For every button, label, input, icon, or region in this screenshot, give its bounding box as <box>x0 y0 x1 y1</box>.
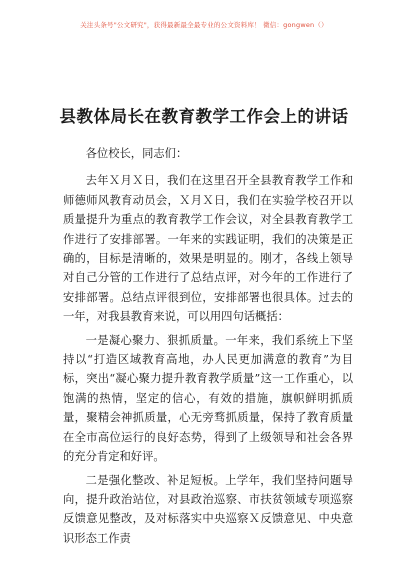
body-paragraph: 去年Ｘ月Ｘ日，我们在这里召开全县教育教学工作和师德师风教育动员会，Ｘ月Ｘ日，我们在实验学校召开以质量提升为重点的教育教学工作会议，对全县教育教学工作进行了安排部署。一年来的实践证明，我们的决策是正确的，目标是清晰的，效果是明显的。刚才，各线上领导对自己分管的工作进行了总结点评，对今年的工作进行了安排部署。总结点评很到位，安排部署也很具体。过去的一年，对我县教育来说，可以用四句话概括： <box>63 174 353 324</box>
header-note: 关注头条号"公文研究"，获得最新最全最专业的公文资料库！ 微信：gongwen（） <box>80 21 328 29</box>
document-body <box>63 144 353 552</box>
body-paragraph: 一是凝心聚力、狠抓质量。一年来，我们系统上下坚持以“打造区域教育高地，办人民更加满意的教育”为目标，突出“凝心聚力提升教育教学质量”这一工作重心，以饱满的热情，坚定的信心，有效的措施，旗帜鲜明抓质量，聚精会神抓质量，心无旁骛抓质量，保持了教育质量在全市高位运行的良好态势，得到了上级领导和社会各界的充分肯定和好评。 <box>63 333 353 464</box>
body-paragraph: 二是强化整改、补足短板。上学年，我们坚持问题导向，提升政治站位，对县政治巡察、市扶贫领域专项巡察反馈意见整改，及对标落实中央巡察Ｘ反馈意见、中央意识形态工作责 <box>63 473 353 545</box>
greeting-paragraph: 各位校长，同志们： <box>85 147 188 160</box>
document-title: 县教体局长在教育教学工作会上的讲话 <box>59 107 349 126</box>
